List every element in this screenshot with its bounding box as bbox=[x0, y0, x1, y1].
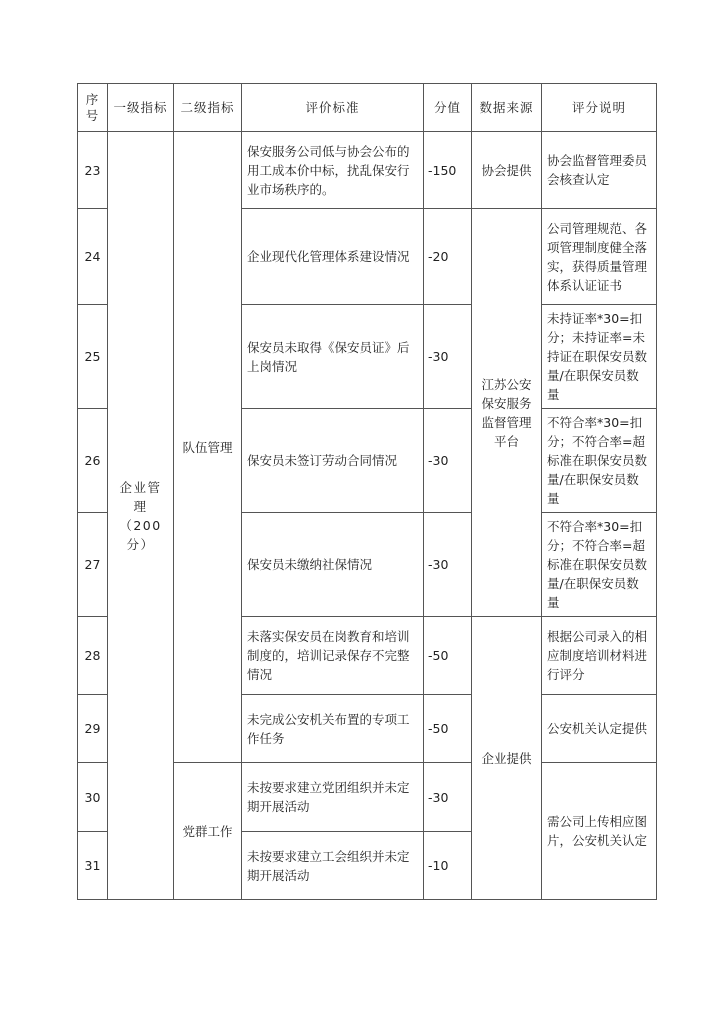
standard-cell: 保安员未缴纳社保情况 bbox=[242, 513, 424, 617]
row-number: 31 bbox=[78, 832, 108, 900]
table-header-row bbox=[78, 84, 657, 132]
score-cell: -50 bbox=[424, 617, 472, 695]
standard-cell: 未按要求建立工会组织并未定期开展活动 bbox=[242, 832, 424, 900]
desc-cell: 公安机关认定提供 bbox=[542, 695, 657, 763]
row-number: 26 bbox=[78, 409, 108, 513]
header-source: 数据来源 bbox=[472, 84, 542, 132]
header-level1: 一级指标 bbox=[108, 84, 174, 132]
level1-name: 企业管理 bbox=[119, 479, 162, 514]
header-seq: 序号 bbox=[78, 84, 108, 132]
desc-cell: 不符合率*30=扣分；不符合率=超标准在职保安员数量/在职保安员数量 bbox=[542, 513, 657, 617]
header-score: 分值 bbox=[424, 84, 472, 132]
header-standard: 评价标准 bbox=[242, 84, 424, 132]
source-company: 企业提供 bbox=[472, 617, 542, 900]
score-cell: -30 bbox=[424, 763, 472, 832]
desc-cell: 协会监督管理委员会核查认定 bbox=[542, 132, 657, 209]
table-row bbox=[78, 132, 657, 209]
score-cell: -50 bbox=[424, 695, 472, 763]
score-cell: -10 bbox=[424, 832, 472, 900]
score-cell: -30 bbox=[424, 305, 472, 409]
standard-cell: 未按要求建立党团组织并未定期开展活动 bbox=[242, 763, 424, 832]
desc-cell: 根据公司录入的相应制度培训材料进行评分 bbox=[542, 617, 657, 695]
standard-cell: 保安员未取得《保安员证》后上岗情况 bbox=[242, 305, 424, 409]
desc-cell: 不符合率*30=扣分；不符合率=超标准在职保安员数量/在职保安员数量 bbox=[542, 409, 657, 513]
score-cell: -20 bbox=[424, 209, 472, 305]
header-level2: 二级指标 bbox=[174, 84, 242, 132]
standard-cell: 保安员未签订劳动合同情况 bbox=[242, 409, 424, 513]
score-cell: -30 bbox=[424, 409, 472, 513]
standard-cell: 未落实保安员在岗教育和培训制度的，培训记录保存不完整情况 bbox=[242, 617, 424, 695]
row-number: 30 bbox=[78, 763, 108, 832]
source-platform: 江苏公安保安服务监督管理平台 bbox=[472, 209, 542, 617]
desc-cell-shared: 需公司上传相应图片，公安机关认定 bbox=[542, 763, 657, 900]
level1-cell bbox=[108, 132, 174, 900]
row-number: 27 bbox=[78, 513, 108, 617]
score-cell: -150 bbox=[424, 132, 472, 209]
level1-points: （200 分） bbox=[119, 517, 162, 552]
row-number: 28 bbox=[78, 617, 108, 695]
standard-cell: 保安服务公司低与协会公布的用工成本价中标，扰乱保安行业市场秩序的。 bbox=[242, 132, 424, 209]
desc-cell: 未持证率*30=扣分；未持证率=未持证在职保安员数量/在职保安员数量 bbox=[542, 305, 657, 409]
desc-cell: 公司管理规范、各项管理制度健全落实，获得质量管理体系认证证书 bbox=[542, 209, 657, 305]
level2-team: 队伍管理 bbox=[174, 132, 242, 763]
standard-cell: 企业现代化管理体系建设情况 bbox=[242, 209, 424, 305]
header-desc: 评分说明 bbox=[542, 84, 657, 132]
score-cell: -30 bbox=[424, 513, 472, 617]
evaluation-table bbox=[77, 83, 657, 900]
level2-party: 党群工作 bbox=[174, 763, 242, 900]
row-number: 29 bbox=[78, 695, 108, 763]
row-number: 25 bbox=[78, 305, 108, 409]
row-number: 24 bbox=[78, 209, 108, 305]
source-association: 协会提供 bbox=[472, 132, 542, 209]
row-number: 23 bbox=[78, 132, 108, 209]
standard-cell: 未完成公安机关布置的专项工作任务 bbox=[242, 695, 424, 763]
